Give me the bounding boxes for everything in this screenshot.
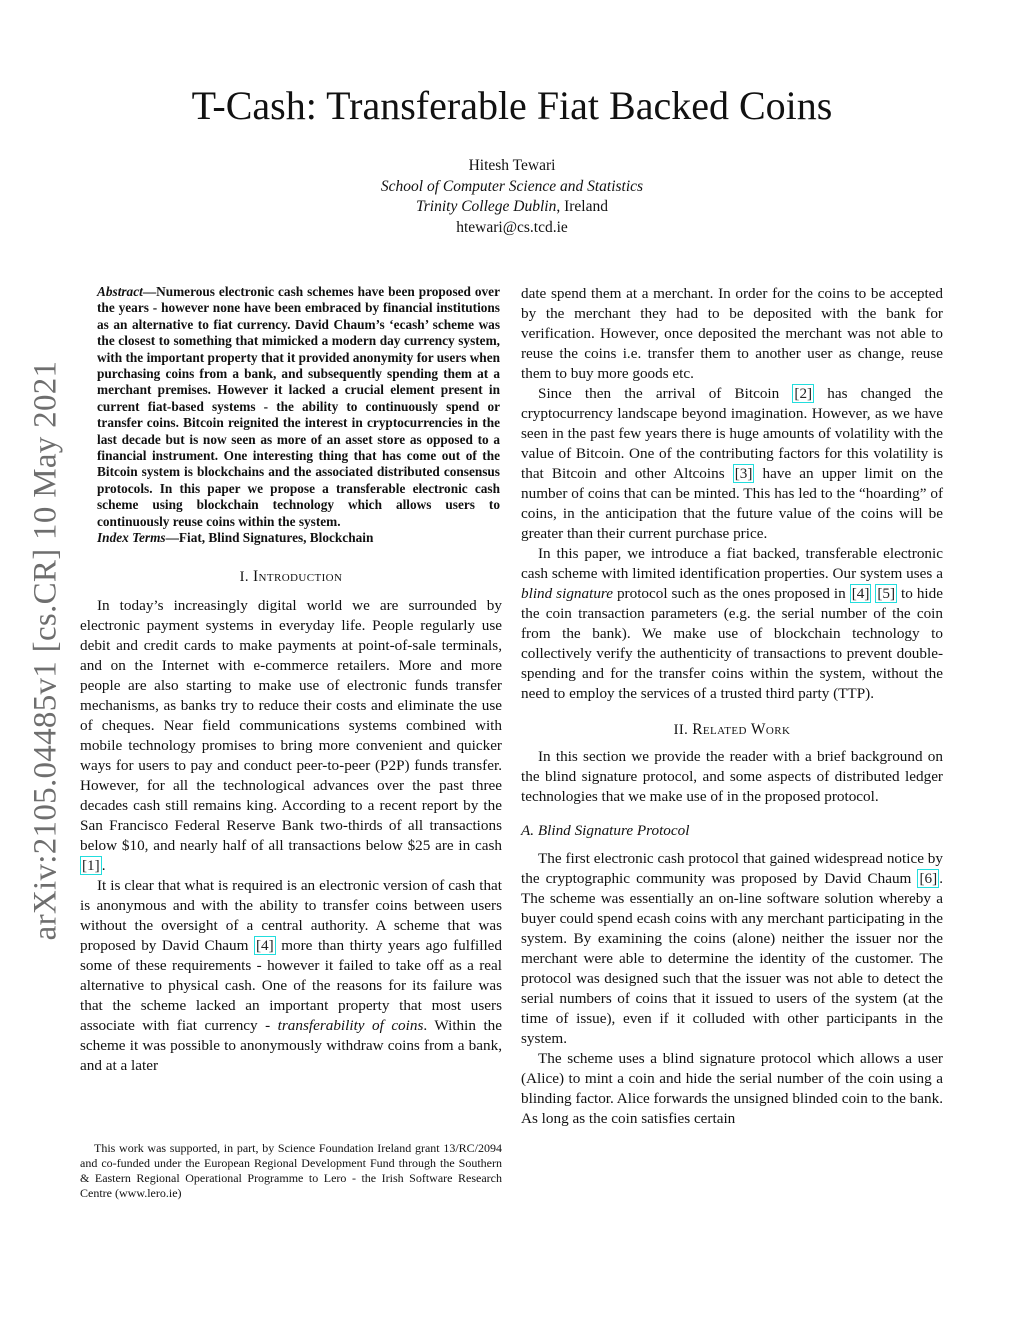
body-paragraph: The scheme uses a blind signature protocol which allows a user (Alice) to mint a coin and hide the serial number of the coin using a blinding factor. Alice forwards the unsigned blinded coin to the bank. As long as the coin satisfies certain: [521, 1050, 943, 1127]
affiliation-school: School of Computer Science and Statistics: [380, 177, 644, 195]
paper-title: T-Cash: Transferable Fiat Backed Coins: [191, 83, 833, 128]
paragraph-text: . The scheme was essentially an on-line software solution whereby a buyer could spend ecash coins with any merchant participating in the system. By examining the coins (alone) neither the issuer nor the merchant were able to determine the identity of the customer. The protocol was designed such that the issuer was not able to detect the serial numbers of coins that it issued to users of the system (at the time of issue), even if it colluded with other participants in the system.: [521, 870, 943, 1047]
body-paragraph: [80, 876, 502, 1076]
section-number: I.: [239, 568, 253, 585]
emphasis-text: transferability of coins: [277, 1016, 424, 1034]
index-terms-text: —Fiat, Blind Signatures, Blockchain: [165, 530, 374, 546]
paragraph-text: The first electronic cash protocol that gained widespread notice by the cryptographic community was proposed by David Chaum: [521, 850, 943, 887]
citation-link[interactable]: [3]: [734, 465, 753, 482]
paragraph-text: It is clear that what is required is an electronic version of cash that is anonymous and with the ability to transfer coins between users without the oversight of a central authority. A scheme that was proposed by David Chaum: [80, 876, 502, 954]
arxiv-stamp-text: arXiv:2105.04485v1 [cs.CR] 10 May 2021: [27, 360, 64, 940]
paragraph-text: . Within the scheme it was possible to anonymously withdraw coins from a bank, and at a later: [80, 1016, 503, 1074]
paragraph-text: to hide the coin transaction parameters (e.g. the serial number of the coin from the bank). We make use of blockchain technology to collectively verify the authenticity of transactions to prevent double-spending and for the transfer coins within the system, without the need to employ the services of a trusted third party (TTP).: [521, 585, 943, 702]
right-column: [521, 284, 943, 1129]
section-heading-related-work: [521, 720, 943, 740]
abstract-text: —Numerous electronic cash schemes have been proposed over the years - however none have been embraced by financial institutions as an alternative to fiat currency. David Chaum’s ‘ecash’ scheme was the closest to something that mimicked a modern day currency system, with the important property that it provided anonymity for users when purchasing coins from a bank, and subsequently spending them at a merchant premises. However it lacked a crucial element present in current fiat-based systems - the ability to continuously spend or transfer coins. Bitcoin reignited the interest in cryptocurrencies in the last decade but is now seen as more of an asset store as opposed to a financial instrument. One interesting thing that has come out of the Bitcoin system is blockchains and the associated distributed consensus protocols. In this paper we propose a transferable electronic cash scheme using blockchain technology which allows users to continuously reuse coins within the system.: [97, 284, 500, 529]
abstract-label: Abstract: [97, 284, 143, 299]
paragraph-text: .: [101, 856, 106, 874]
section-heading-introduction: [80, 567, 502, 587]
body-paragraph: [521, 384, 943, 544]
citation-link[interactable]: [4]: [851, 585, 870, 602]
author-email: htewari@cs.tcd.ie: [456, 218, 568, 236]
affiliation-college: Trinity College Dublin: [415, 198, 557, 215]
affiliation-institution: [180, 197, 844, 218]
subsection-heading: A. Blind Signature Protocol: [521, 822, 690, 839]
citation-link[interactable]: [1]: [82, 856, 100, 874]
paragraph-text: Since then the arrival of Bitcoin: [538, 385, 793, 402]
citation-link[interactable]: [2]: [794, 385, 813, 402]
arxiv-identifier-stamp: [18, 320, 74, 980]
citation-link[interactable]: [6]: [919, 870, 938, 887]
left-column: [80, 284, 502, 1076]
paragraph-text: has changed the cryptocurrency landscape beyond imagination. However, as we have seen in the past few years there is huge amounts of volatility with the value of Bitcoin. One of the contributing factors for this volatility is that Bitcoin and other Altcoins: [521, 385, 943, 482]
index-terms: [97, 530, 500, 546]
citation-link[interactable]: [4]: [255, 936, 274, 954]
citation-link[interactable]: [5]: [877, 585, 896, 602]
body-paragraph: [521, 544, 943, 704]
footnote-text: This work was supported, in part, by Science Foundation Ireland grant 13/RC/2094 and co-funded under the European Regional Development Fund through the Southern & Eastern Regional Operational Programme to Lero - the Irish Software Research Centre (www.lero.ie): [80, 1141, 502, 1200]
index-terms-label: Index Terms: [97, 530, 166, 546]
footnote: [80, 1141, 502, 1201]
author-name: Hitesh Tewari: [468, 157, 556, 174]
section-title: Related Work: [692, 721, 791, 738]
abstract: [80, 284, 502, 547]
paragraph-text: In today’s increasingly digital world we are surrounded by electronic payment systems in everyday life. People regularly use debit and credit cards to make payments at point-of-sale terminals, and on the Internet with e-commerce retailers. More and more people are also starting to make use of electronic funds transfer mechanisms, as banks try to reduce their costs and eliminate the use of cheques. Near field communications systems combined with mobile technology promises to bring more convenient and quicker ways for users to pay and conduct peer-to-peer (P2P) funds transfer. However, for all the technological advances over the past three decades cash still remains king. According to a recent report by the San Francisco Federal Reserve Bank two-thirds of all transactions below $10, and nearly half of all transactions below $25 are in cash: [80, 596, 502, 854]
paragraph-text: more than thirty years ago fulfilled some of these requirements - however it failed to take off as a real alternative to physical cash. One of the reasons for its failure was that the scheme lacked an important property that most users associate with fiat currency -: [80, 936, 502, 1034]
body-paragraph: [521, 849, 943, 1049]
paragraph-text: have an upper limit on the number of coins that can be minted. This has led to the “hoarding” of coins, in the anticipation that the future value of the coins will be greater than their current purchase price.: [521, 465, 943, 542]
section-number: II.: [673, 722, 693, 738]
emphasis-text: blind signature: [521, 585, 613, 602]
paragraph-text: In this paper, we introduce a fiat backed, transferable electronic cash scheme with limited identification properties. Our system uses a: [521, 545, 943, 582]
affiliation-country: , Ireland: [556, 198, 608, 215]
section-title: Introduction: [252, 567, 343, 585]
body-paragraph: [80, 596, 502, 876]
body-paragraph: date spend them at a merchant. In order for the coins to be accepted by the merchant they had to be deposited with the bank for verification. However, once deposited the merchant was not able to reuse the coins i.e. transfer them to another user as change, reuse them to buy more goods etc.: [521, 285, 943, 382]
abstract-paragraph: [97, 284, 500, 530]
author-block: [180, 156, 844, 238]
body-paragraph: In this section we provide the reader with a brief background on the blind signature protocol, and some aspects of distributed ledger technologies that we make use of in the proposed protocol.: [521, 748, 943, 805]
paragraph-text: protocol such as the ones proposed in: [613, 585, 850, 602]
